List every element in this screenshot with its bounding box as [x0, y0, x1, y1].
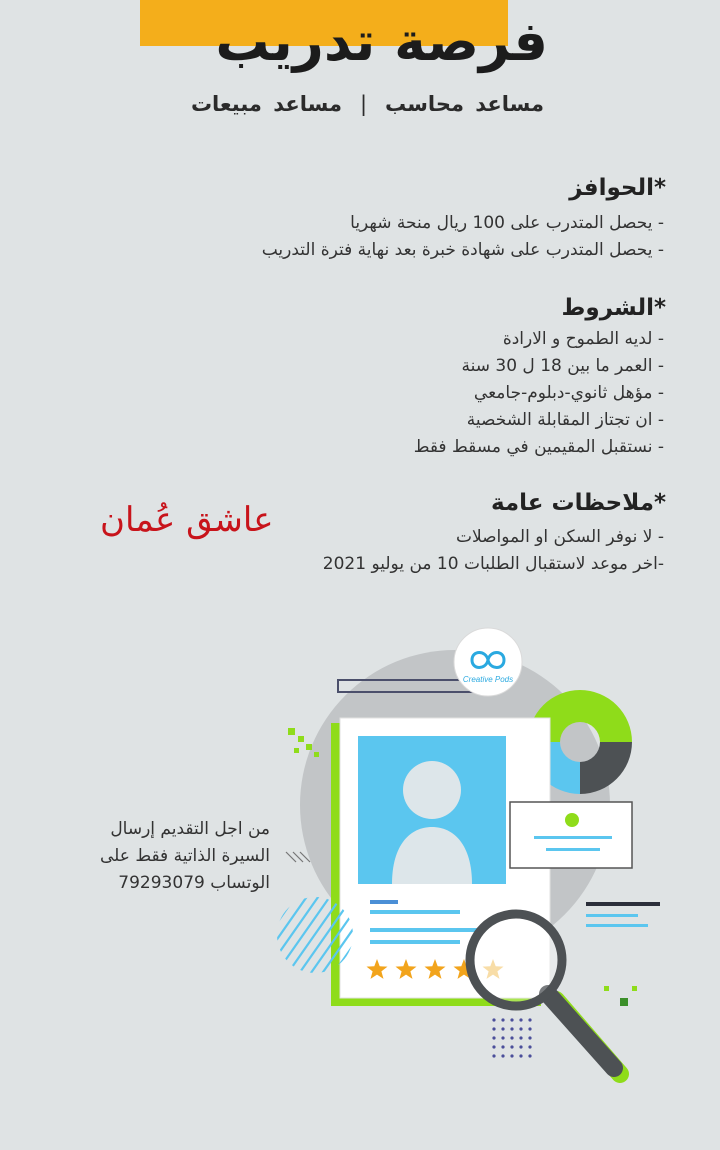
- watermark-text: عاشق عُمان: [100, 500, 274, 540]
- list-item: -اخر موعد لاستقبال الطلبات 10 من يوليو 2021: [322, 554, 664, 574]
- list-item: - ان تجتاز المقابلة الشخصية: [466, 410, 664, 430]
- list-item: - مؤهل ثانوي-دبلوم-جامعي: [473, 383, 664, 403]
- grid-dot: [519, 1027, 522, 1030]
- chevron-decoration-icon: [286, 852, 310, 862]
- decor-line: [586, 902, 660, 906]
- card-line: [370, 940, 460, 944]
- contact-line: السيرة الذاتية فقط على: [99, 846, 270, 866]
- contact-line: الوتساب 79293079: [118, 873, 270, 893]
- grid-dot: [510, 1018, 513, 1021]
- info-card-dot: [565, 813, 579, 827]
- grid-dot: [492, 1018, 495, 1021]
- grid-dot: [510, 1054, 513, 1057]
- grid-dot: [492, 1054, 495, 1057]
- grid-dot: [519, 1018, 522, 1021]
- info-card-line: [546, 848, 600, 851]
- dot-grid-decoration: [492, 1018, 531, 1057]
- grid-dot: [528, 1036, 531, 1039]
- list-item: - نستقبل المقيمين في مسقط فقط: [413, 437, 664, 457]
- contact-info: [60, 816, 270, 897]
- list-item: - يحصل المتدرب على 100 ريال منحة شهريا: [350, 213, 664, 233]
- grid-dot: [528, 1045, 531, 1048]
- grid-dot: [528, 1054, 531, 1057]
- section-title-incentives: *الحوافز: [569, 175, 666, 201]
- grid-dot: [501, 1018, 504, 1021]
- badge-label: Creative Pods: [462, 675, 514, 684]
- list-item: - لديه الطموح و الارادة: [502, 329, 664, 349]
- grid-dot: [510, 1027, 513, 1030]
- creative-pods-badge: [454, 628, 522, 696]
- decor-line: [586, 924, 648, 927]
- card-line: [370, 928, 480, 932]
- position-accountant-assistant: مساعد محاسب: [385, 92, 544, 116]
- grid-dot: [528, 1018, 531, 1021]
- card-line: [370, 900, 398, 904]
- magnifier-icon: [470, 914, 620, 1074]
- grid-dot: [492, 1045, 495, 1048]
- grid-dot: [519, 1045, 522, 1048]
- card-line: [370, 910, 460, 914]
- grid-dot: [501, 1054, 504, 1057]
- section-title-conditions: *الشروط: [561, 295, 666, 321]
- grid-dot: [519, 1036, 522, 1039]
- decor-line: [586, 914, 638, 917]
- grid-dot: [510, 1045, 513, 1048]
- section-title-notes: *ملاحظات عامة: [490, 490, 666, 516]
- list-item: - يحصل المتدرب على شهادة خبرة بعد نهاية فترة التدريب: [261, 240, 664, 260]
- grid-dot: [519, 1054, 522, 1057]
- grid-dot: [501, 1045, 504, 1048]
- grid-dot: [528, 1027, 531, 1030]
- separator: |: [359, 92, 368, 116]
- grid-dot: [492, 1027, 495, 1030]
- info-card: [510, 802, 632, 868]
- contact-line: من اجل التقديم إرسال: [110, 819, 270, 839]
- info-card-line: [534, 836, 612, 839]
- grid-dot: [501, 1036, 504, 1039]
- list-item: - العمر ما بين 18 ل 30 سنة: [461, 356, 664, 376]
- grid-dot: [501, 1027, 504, 1030]
- page-title: فرصة تدريب: [215, 10, 548, 73]
- position-sales-assistant: مساعد مبيعات: [190, 92, 342, 116]
- grid-dot: [492, 1036, 495, 1039]
- grid-dot: [510, 1036, 513, 1039]
- list-item: - لا نوفر السكن او المواصلات: [455, 527, 664, 547]
